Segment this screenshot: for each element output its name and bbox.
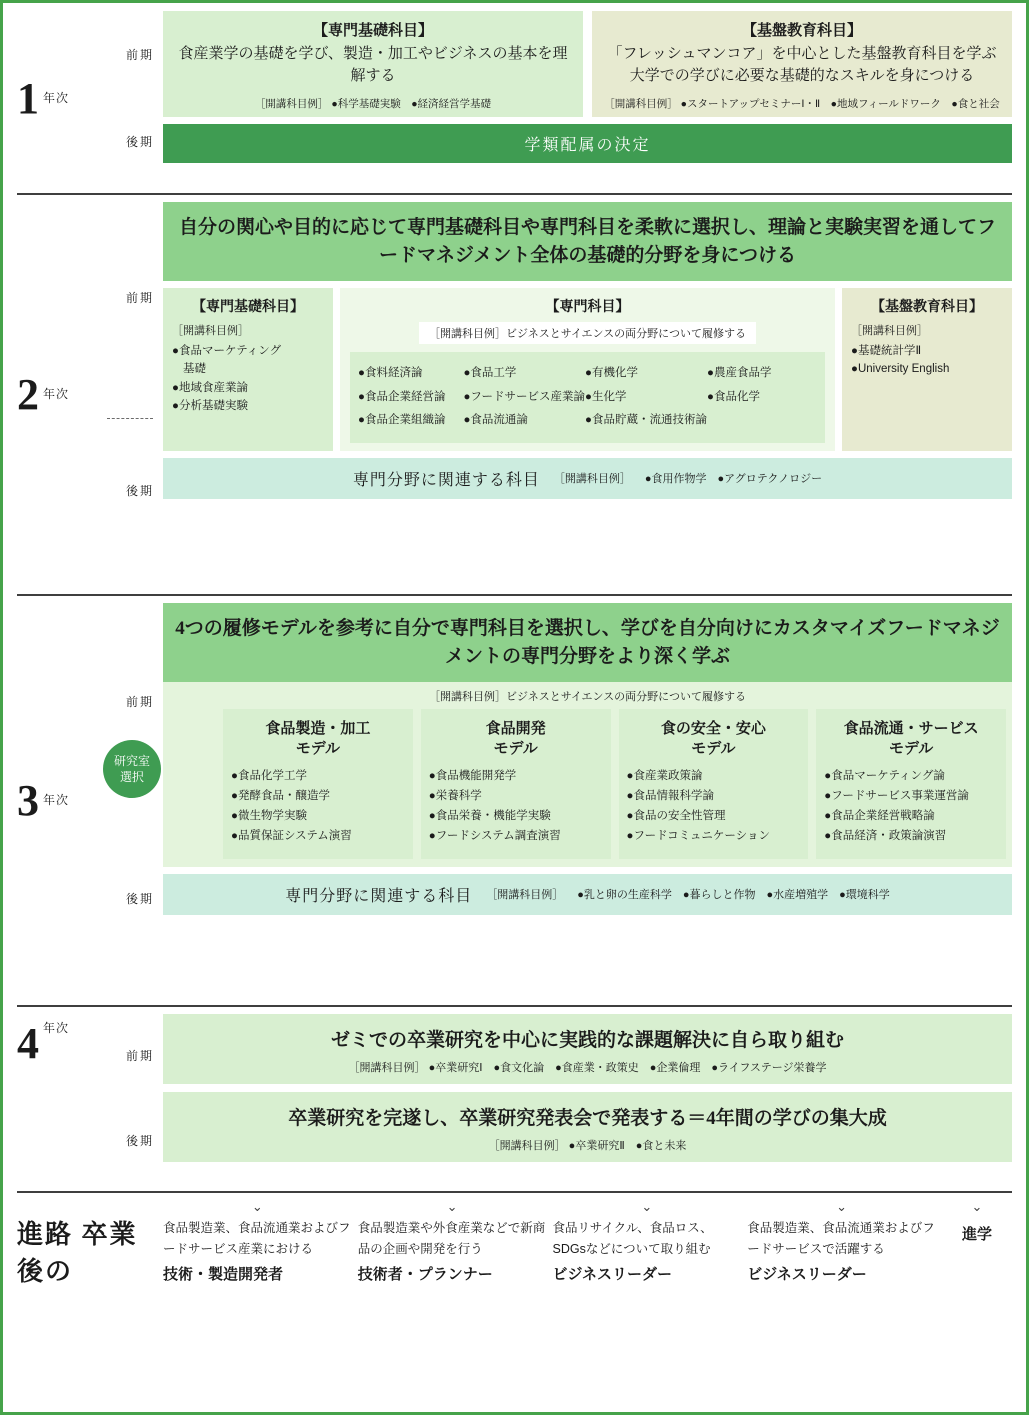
career-item bbox=[747, 1200, 936, 1284]
model-title: 食の安全・安心 モデル bbox=[660, 720, 766, 757]
year-2-content bbox=[163, 202, 1012, 587]
list-item: ●フードサービス産業論 bbox=[463, 390, 586, 403]
year-4-term-second: 後期 bbox=[125, 1134, 154, 1149]
list-item: ●食品機能開発学 bbox=[428, 770, 517, 783]
list-item: ●食料経済論 bbox=[358, 367, 423, 380]
year-4-label bbox=[17, 1014, 117, 1184]
career-item-role: ビジネスリーダー bbox=[747, 1265, 867, 1283]
list-item: ●微生物学実験 bbox=[231, 810, 307, 823]
list-item: ●フードサービス事業運営論 bbox=[824, 790, 969, 803]
year-2-course-column bbox=[358, 362, 463, 433]
list-item: ●農産食品学 bbox=[707, 367, 772, 380]
year-2-course-column bbox=[585, 362, 707, 433]
year-1-box-foundation-body: 「フレッシュマンコア」を中心とした基盤教育科目を学ぶ大学での学びに必要な基礎的なスキルを身につける bbox=[607, 46, 997, 84]
year-2-foundation-column bbox=[842, 288, 1012, 451]
career-block bbox=[17, 1200, 1012, 1288]
year-4-first-term-box bbox=[163, 1014, 1012, 1084]
career-item-role: 技術者・プランナー bbox=[357, 1265, 493, 1283]
year-3-term-first: 前期 bbox=[125, 694, 154, 709]
year-2-course-grid bbox=[350, 352, 825, 443]
divider-after-year-3 bbox=[17, 1005, 1012, 1007]
year-2-suffix: 年次 bbox=[43, 386, 70, 401]
list-item: ●食品マーケティング論 bbox=[824, 770, 945, 783]
career-label-main: 卒業後の bbox=[17, 1220, 138, 1286]
year-1-box-specialized bbox=[163, 11, 583, 117]
career-item-role: ビジネスリーダー bbox=[552, 1265, 673, 1283]
year-3-number: 3 bbox=[17, 775, 39, 825]
career-item-text: 食品製造業や外食産業などで新商品の企画や開発を行う bbox=[357, 1221, 546, 1257]
list-item: ●食品工学 bbox=[463, 367, 517, 380]
year-1-box-specialized-title: 【専門基礎科目】 bbox=[312, 22, 433, 39]
list-item: ●食品経済・政策論演習 bbox=[824, 830, 947, 843]
list-item: 基礎 bbox=[183, 363, 206, 376]
model-course-list bbox=[824, 766, 998, 847]
year-2-specialized-basic-ex-label: ［開講科目例］ bbox=[172, 325, 249, 338]
department-assignment-banner: 学類配属の決定 bbox=[163, 124, 1012, 163]
year-2-block bbox=[17, 202, 1012, 587]
year-4-term-first: 前期 bbox=[125, 1049, 154, 1064]
year-2-related-ex-label: ［開講科目例］ bbox=[553, 473, 631, 486]
ex-items: ●科学基礎実験 ●経済経営学基礎 bbox=[331, 97, 492, 110]
list-item: ●栄養科学 bbox=[428, 790, 482, 803]
chevron-down-icon: ⌄ bbox=[446, 1199, 458, 1214]
ex-label: ［開講科目例］ bbox=[488, 1140, 566, 1152]
year-2-foundation-list bbox=[851, 342, 1003, 379]
year-2-term-first: 前期 bbox=[125, 291, 154, 306]
year-2-course-column bbox=[463, 362, 585, 433]
year-2-lead-banner: 自分の関心や目的に応じて専門基礎科目や専門科目を柔軟に選択し、理論と実験実習を通してフードマネジメント全体の基礎的分野を身につける bbox=[163, 202, 1012, 281]
year-2-foundation-title: 【基盤教育科目】 bbox=[871, 298, 983, 315]
lab-badge-line1: 研究室 bbox=[113, 753, 150, 768]
year-2-course-column bbox=[707, 362, 817, 433]
year-2-specialized-basic-title: 【専門基礎科目】 bbox=[192, 298, 304, 315]
list-item: ●食品貯蔵・流通技術論 bbox=[585, 414, 707, 427]
year-1-suffix: 年次 bbox=[43, 90, 70, 105]
career-item-text: 食品製造業、食品流通業およびフードサービスで活躍する bbox=[747, 1221, 935, 1257]
year-3-lead-banner: 4つの履修モデルを参考に自分で専門科目を選択し、学びを自分向けにカスタマイズフードマネジメントの専門分野をより深く学ぶ bbox=[163, 603, 1012, 682]
list-item: ●食品マーケティング bbox=[172, 345, 282, 358]
year-3-model-row bbox=[163, 709, 1012, 867]
year-4-second-term-box bbox=[163, 1092, 1012, 1162]
year-2-term-second: 後期 bbox=[125, 483, 154, 498]
career-item-text: 食品リサイクル、食品ロス、SDGsなどについて取り組む bbox=[552, 1221, 713, 1257]
year-2-foundation-ex-label: ［開講科目例］ bbox=[851, 325, 928, 338]
list-item: ●基礎統計学Ⅱ bbox=[851, 345, 922, 358]
year-4-number: 4 bbox=[17, 1019, 39, 1068]
year-4-first-term-title: ゼミでの卒業研究を中心に実践的な課題解決に自ら取り組む bbox=[330, 1030, 844, 1051]
list-item: ●University English bbox=[851, 363, 950, 376]
year-2-related-courses bbox=[163, 458, 1012, 499]
list-item: ●食産業政策論 bbox=[626, 770, 703, 783]
list-item: ●食品流通論 bbox=[463, 414, 528, 427]
year-2-specialized-title: 【専門科目】 bbox=[545, 298, 630, 315]
career-item-role: 技術・製造開発者 bbox=[163, 1265, 284, 1283]
year-1-box-foundation-examples bbox=[602, 96, 1002, 111]
year-2-label bbox=[17, 202, 117, 587]
year-1-box-foundation bbox=[592, 11, 1012, 117]
chevron-down-icon: ⌄ bbox=[971, 1199, 983, 1214]
year-3-suffix: 年次 bbox=[43, 792, 70, 807]
year-1-term-first: 前期 bbox=[125, 47, 154, 62]
list-item: ●品質保証システム演習 bbox=[231, 830, 352, 843]
year-1-term-second: 後期 bbox=[125, 135, 154, 150]
chevron-down-icon: ⌄ bbox=[641, 1199, 653, 1214]
ex-items: ●スタートアップセミナーⅠ・Ⅱ ●地域フィールドワーク ●食と社会 bbox=[680, 97, 1000, 110]
year-3-related-courses bbox=[163, 874, 1012, 915]
year-4-second-term-title: 卒業研究を完遂し、卒業研究発表会で発表する＝4年間の学びの集大成 bbox=[288, 1108, 887, 1129]
ex-items: ●卒業研究Ⅱ ●食と未来 bbox=[568, 1140, 687, 1152]
list-item: ●フードコミュニケーション bbox=[626, 830, 770, 843]
model-card-food-safety bbox=[619, 709, 809, 859]
list-item: ●生化学 bbox=[585, 390, 627, 403]
year-2-dash-connector bbox=[107, 418, 153, 419]
list-item: ●食品企業組織論 bbox=[358, 414, 446, 427]
year-3-hint: ［開講科目例］ビジネスとサイエンスの両分野について履修する bbox=[429, 691, 746, 704]
list-item: ●有機化学 bbox=[585, 367, 638, 380]
year-3-related-ex-label: ［開講科目例］ bbox=[486, 889, 564, 902]
model-course-list bbox=[627, 766, 801, 847]
list-item: ●食品企業経営論 bbox=[358, 390, 446, 403]
year-2-specialized-column bbox=[340, 288, 835, 451]
year-3-label bbox=[17, 603, 117, 998]
list-item: ●食品情報科学論 bbox=[626, 790, 714, 803]
model-title: 食品開発 モデル bbox=[485, 720, 546, 757]
model-card-food-manufacturing bbox=[223, 709, 413, 859]
year-4-terms bbox=[117, 1014, 163, 1184]
career-item-advancement bbox=[942, 1200, 1012, 1244]
career-advancement-label: 進学 bbox=[961, 1226, 992, 1243]
year-4-first-term-examples bbox=[173, 1059, 1002, 1075]
year-2-specialized-basic-list bbox=[172, 342, 324, 416]
list-item: ●発酵食品・醸造学 bbox=[231, 790, 330, 803]
career-item-text: 食品製造業、食品流通業およびフードサービス産業における bbox=[163, 1221, 351, 1257]
ex-label: ［開講科目例］ bbox=[254, 97, 329, 110]
year-2-specialized-hint: ［開講科目例］ビジネスとサイエンスの両分野について履修する bbox=[419, 322, 756, 344]
model-title: 食品流通・サービス モデル bbox=[843, 720, 979, 757]
career-label bbox=[17, 1200, 163, 1288]
divider-after-year-4 bbox=[17, 1191, 1012, 1193]
curriculum-diagram bbox=[3, 3, 1026, 1412]
career-items bbox=[163, 1200, 1012, 1284]
ex-label: ［開講科目例］ bbox=[348, 1062, 426, 1074]
year-1-box-specialized-examples bbox=[173, 96, 573, 111]
list-item: ●フードシステム調査演習 bbox=[428, 830, 561, 843]
year-3-block bbox=[17, 603, 1012, 998]
career-item bbox=[163, 1200, 352, 1284]
model-course-list bbox=[231, 766, 405, 847]
year-2-terms bbox=[117, 202, 163, 587]
lab-badge-line2: 選択 bbox=[119, 770, 144, 785]
lab-selection-badge bbox=[103, 740, 161, 798]
list-item: ●食品企業経営戦略論 bbox=[824, 810, 935, 823]
career-label-text bbox=[17, 1214, 163, 1288]
model-course-list bbox=[429, 766, 603, 847]
model-title: 食品製造・加工 モデル bbox=[265, 720, 371, 757]
list-item: ●食品の安全性管理 bbox=[626, 810, 726, 823]
year-4-second-term-examples bbox=[173, 1137, 1002, 1153]
ex-label: ［開講科目例］ bbox=[604, 97, 678, 110]
year-4-block bbox=[17, 1014, 1012, 1184]
year-2-related-title: 専門分野に関連する科目 bbox=[352, 471, 540, 489]
year-3-terms bbox=[117, 603, 163, 998]
year-1-content bbox=[163, 11, 1012, 186]
career-item bbox=[358, 1200, 547, 1284]
model-card-food-development bbox=[421, 709, 611, 859]
ex-items: ●卒業研究Ⅰ ●食文化論 ●食産業・政策史 ●企業倫理 ●ライフステージ栄養学 bbox=[428, 1062, 827, 1074]
year-2-number: 2 bbox=[17, 369, 39, 419]
year-1-terms bbox=[117, 11, 163, 186]
list-item: ●地域食産業論 bbox=[172, 381, 248, 394]
year-4-content bbox=[163, 1014, 1012, 1184]
year-1-box-foundation-title: 【基盤教育科目】 bbox=[741, 22, 862, 39]
list-item: ●食品栄養・機能学実験 bbox=[428, 810, 551, 823]
chevron-down-icon: ⌄ bbox=[836, 1199, 848, 1214]
career-label-prefix: 進路 bbox=[17, 1220, 74, 1249]
list-item: ●食品化学 bbox=[707, 390, 760, 403]
year-3-related-title: 専門分野に関連する科目 bbox=[285, 887, 473, 905]
year-1-box-specialized-body: 食産業学の基礎を学び、製造・加工やビジネスの基本を理解する bbox=[178, 46, 568, 84]
chevron-down-icon: ⌄ bbox=[251, 1199, 263, 1214]
year-2-specialized-basic-column bbox=[163, 288, 333, 451]
year-2-related-ex-items: ●食用作物学 ●アグロテクノロジー bbox=[644, 473, 823, 486]
list-item: ●食品化学工学 bbox=[231, 770, 307, 783]
year-3-term-second: 後期 bbox=[125, 892, 154, 907]
year-1-label bbox=[17, 11, 117, 186]
divider-after-year-1 bbox=[17, 193, 1012, 195]
divider-after-year-2 bbox=[17, 594, 1012, 596]
career-item bbox=[553, 1200, 742, 1284]
list-item: ●分析基礎実験 bbox=[172, 400, 248, 413]
year-1-number: 1 bbox=[17, 73, 39, 123]
year-4-suffix: 年次 bbox=[43, 1021, 70, 1035]
model-card-food-distribution bbox=[816, 709, 1006, 859]
year-3-related-ex-items: ●乳と卵の生産科学 ●暮らしと作物 ●水産増殖学 ●環境科学 bbox=[577, 889, 890, 902]
year-1-block bbox=[17, 11, 1012, 186]
